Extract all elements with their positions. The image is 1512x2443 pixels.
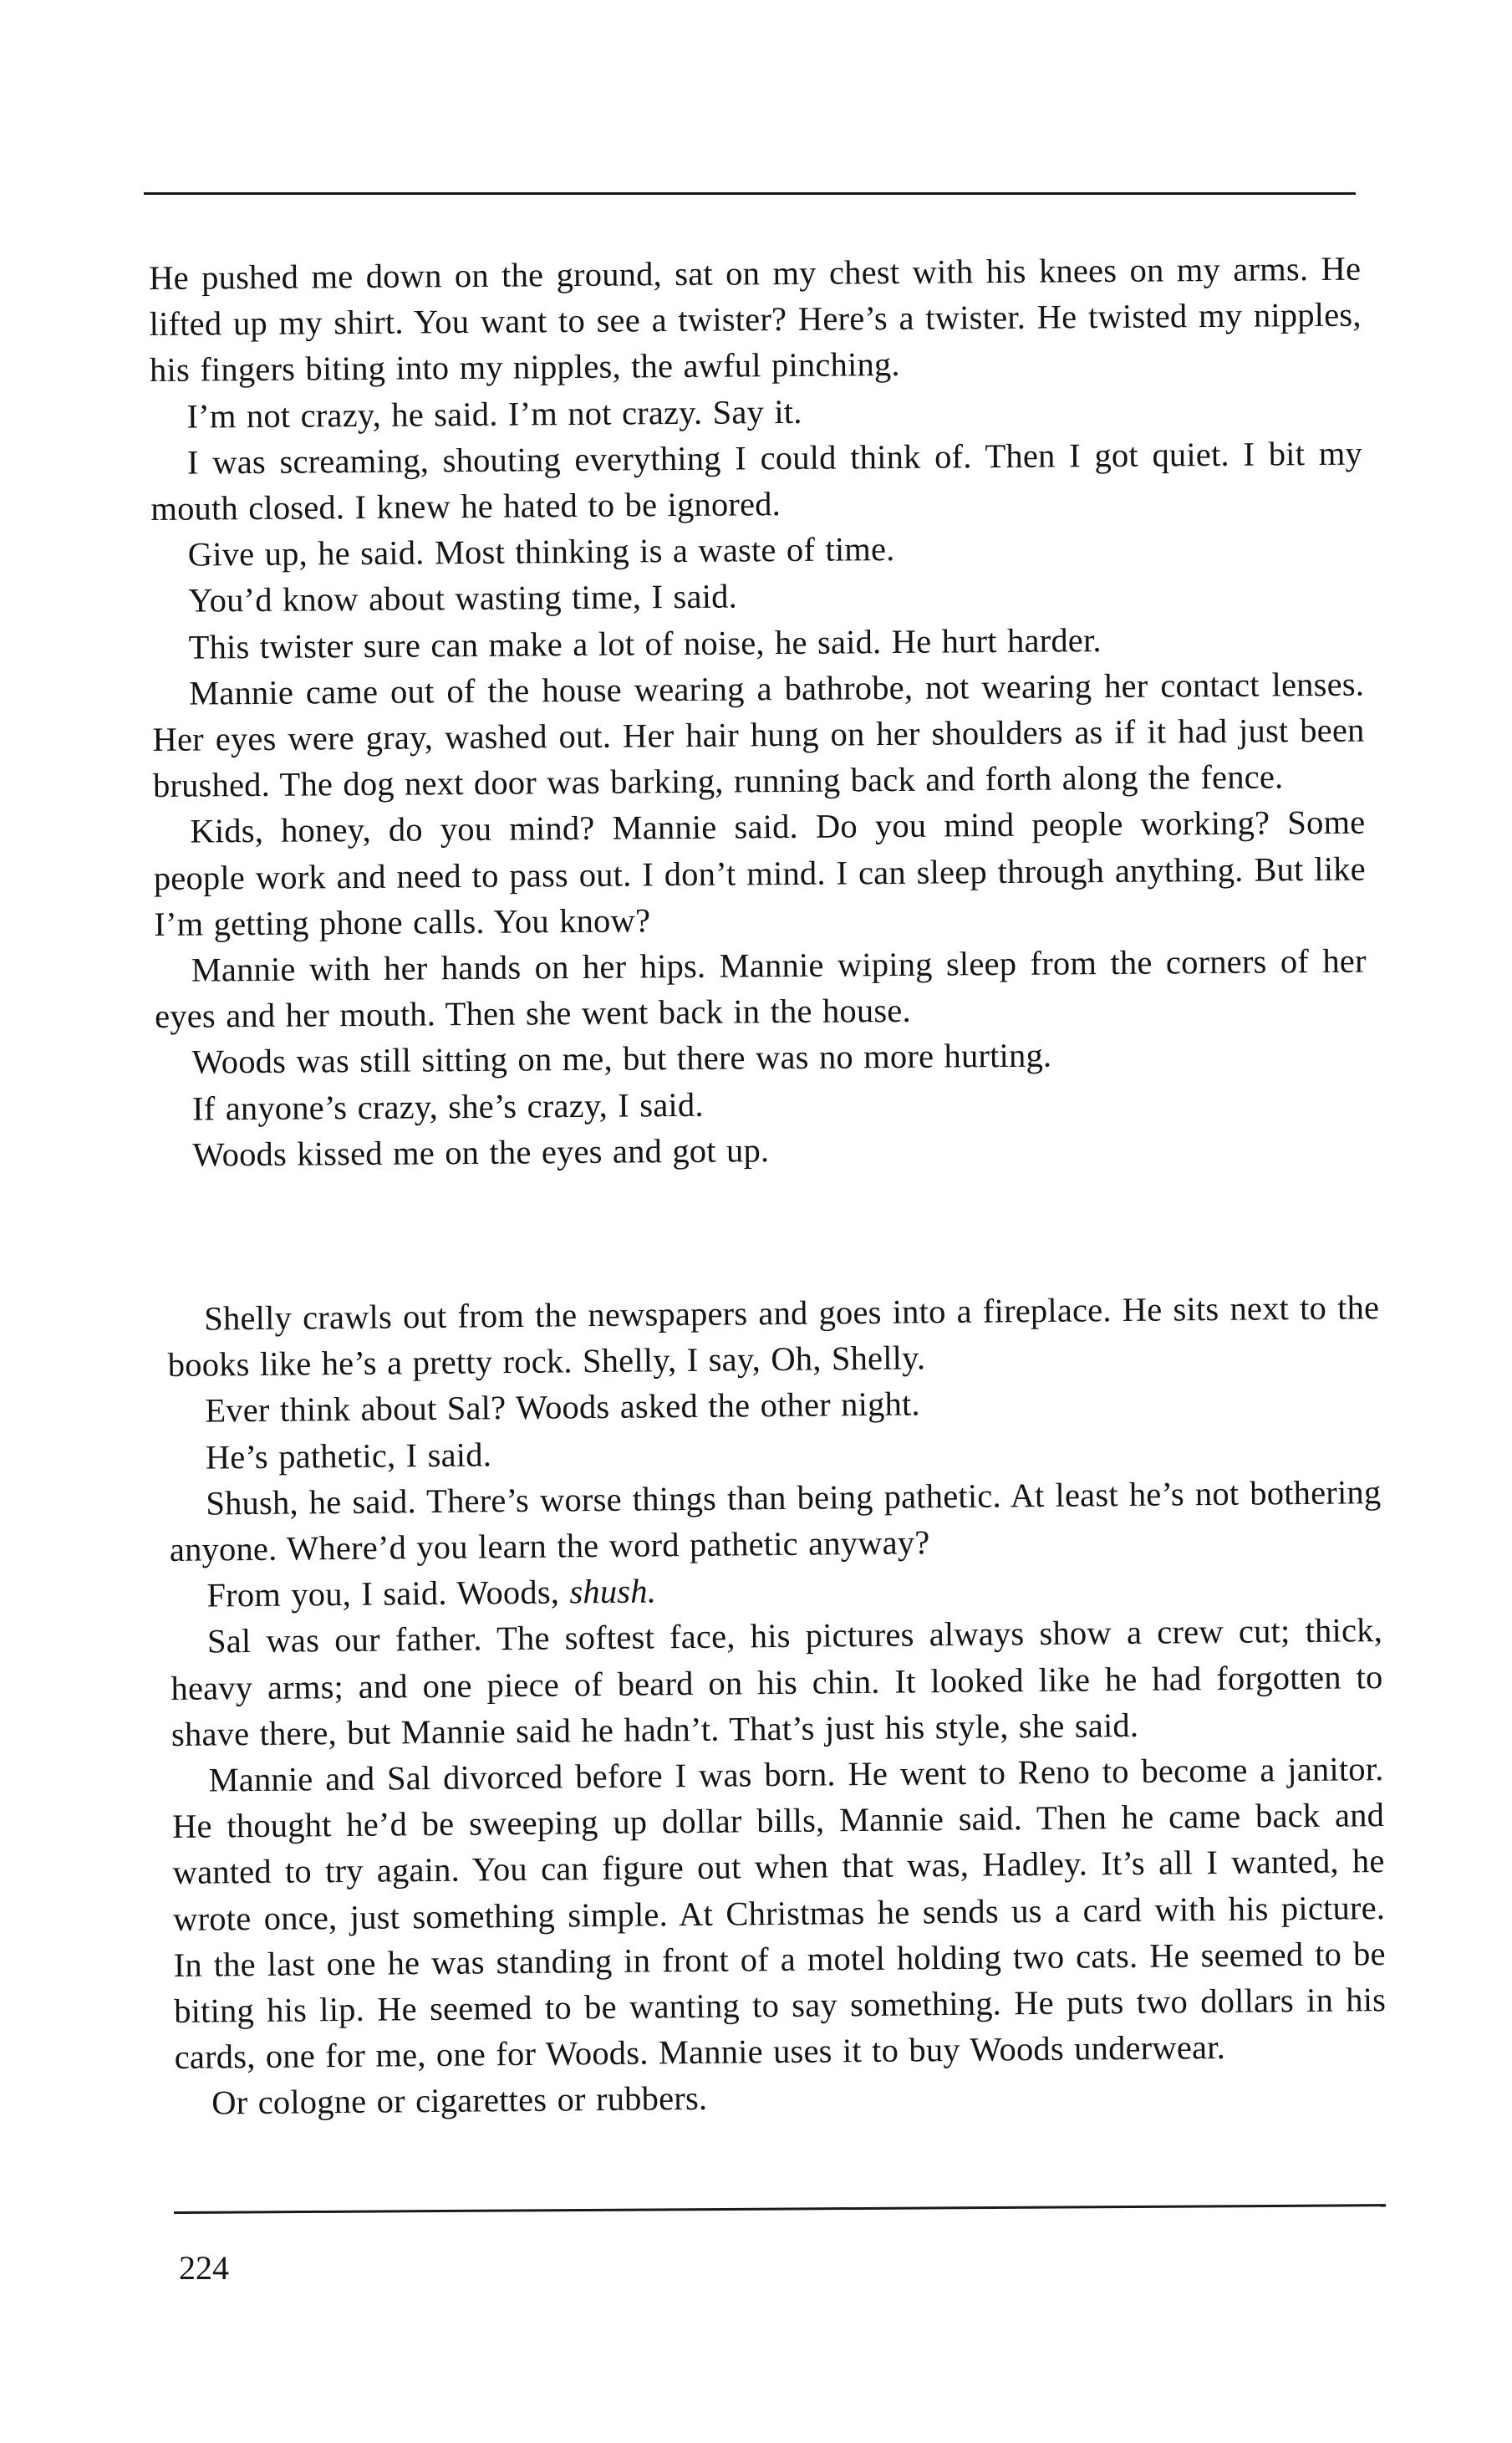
paragraph: He’s pathetic, I said. (205, 1435, 492, 1477)
paragraph: This twister sure can make a lot of noise, he said. He hurt harder. (188, 620, 1102, 666)
paragraph: Or cologne or cigarettes or rubbers. (211, 2079, 708, 2122)
paragraph: Give up, he said. Most thinking is a waste of time. (187, 530, 895, 574)
paragraph: Kids, honey, do you mind? Mannie said. Do you mind people working? Some people work and need to pass out. I don’t mind. I can sleep through anything. But like I’m getting phone calls. You know? (153, 803, 1366, 943)
paragraph: Woods kissed me on the eyes and got up. (192, 1131, 770, 1174)
paragraph: Sal was our father. The softest face, his pictures always show a crew cut; thick, heavy arms; and one piece of beard on his chin. It looked like he had forgotten to shave there, but Mannie said he hadn’t. That’s just his style, she said. (171, 1611, 1383, 1753)
paragraph-text: From you, I said. Woods, (206, 1573, 560, 1614)
italic-word: shush. (569, 1572, 657, 1611)
paragraph: You’d know about wasting time, I said. (188, 577, 738, 620)
text-section-one (149, 246, 1368, 1178)
paragraph: Shush, he said. There’s worse things than being pathetic. At least he’s not bothering anyone. Where’d you learn the word pathetic anyway? (169, 1472, 1382, 1569)
page-number: 224 (179, 2249, 229, 2287)
bottom-rule (174, 2204, 1386, 2214)
paragraph: Mannie and Sal divorced before I was born. He went to Reno to become a janitor. He thought he’d be sweeping up dollar bills, Mannie said. Then he came back and wanted to try again. You can figure out when that was, Hadley. It’s all I wanted, he wrote once, just something simple. At Christmas he sends us a card with his picture. In the last one he was standing in front of a motel holding two cats. He seemed to be biting his lip. He seemed to be wanting to say something. He puts two dollars in his cards, one for me, one for Woods. Mannie uses it to buy Woods underwear. (171, 1750, 1387, 2077)
top-rule (144, 192, 1356, 195)
paragraph: If anyone’s crazy, she’s crazy, I said. (191, 1085, 704, 1128)
paragraph: Mannie with her hands on her hips. Mannie wiping sleep from the corners of her eyes and her mouth. Then she went back in the house. (154, 941, 1367, 1036)
paragraph: Ever think about Sal? Woods asked the other night. (205, 1385, 920, 1430)
paragraph: Shelly crawls out from the newspapers and goes into a fireplace. He sits next to the books like he’s a pretty rock. Shelly, I say, Oh, Shelly. (167, 1288, 1380, 1385)
paragraph: I was screaming, shouting everything I could think of. Then I got quiet. I bit my mouth closed. I knew he hated to be ignored. (150, 434, 1363, 528)
paragraph: He pushed me down on the ground, sat on my chest with his knees on my arms. He lifted up my shirt. You want to see a twister? Here’s a twister. He twisted my nipples, his fingers biting into my nipples, the awful pinching. (149, 249, 1362, 390)
paragraph: Woods was still sitting on me, but there was no more hurting. (191, 1036, 1052, 1082)
paragraph: Mannie came out of the house wearing a bathrobe, not wearing her contact lenses. Her eyes were gray, washed out. Her hair hung on her shoulders as if it had just been brushed. The dog next door was barking, running back and forth along the fence. (152, 665, 1365, 805)
text-section-two (167, 1284, 1387, 2127)
paragraph: I’m not crazy, he said. I’m not crazy. Say it. (186, 392, 802, 436)
